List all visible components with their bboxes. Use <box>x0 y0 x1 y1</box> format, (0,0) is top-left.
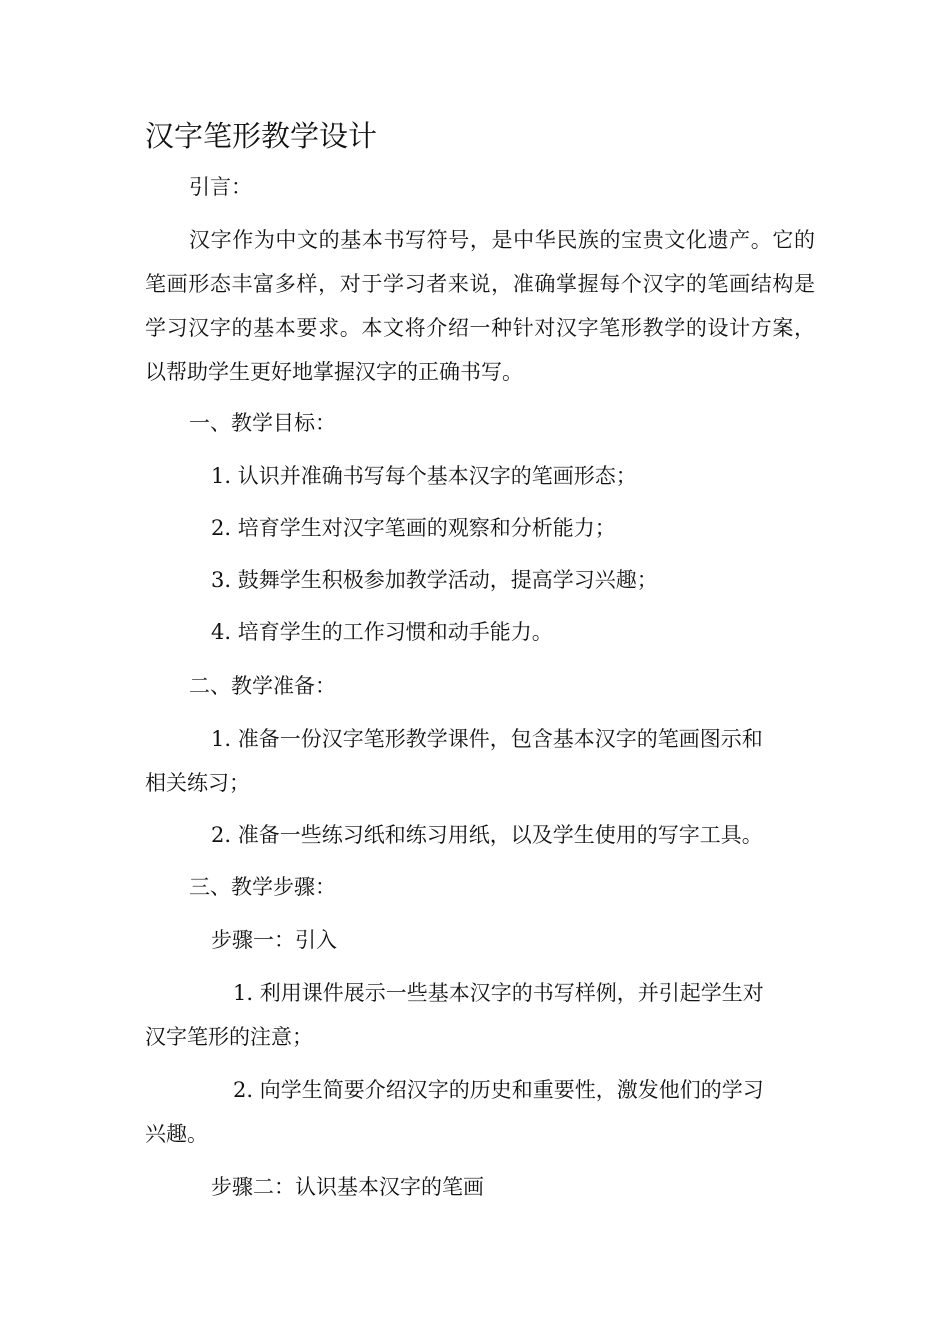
step2-heading: 步骤二：认识基本汉字的笔画 <box>211 1175 484 1199</box>
step1-item-1-line2: 汉字笔形的注意； <box>145 1025 313 1049</box>
section1-heading: 一、教学目标： <box>189 411 336 435</box>
intro-paragraph: 汉字作为中文的基本书写符号，是中华民族的宝贵文化遗产。它的笔画形态丰富多样，对于学习者来说，准确掌握每个汉字的笔画结构是学习汉字的基本要求。本文将介绍一种针对汉字笔形教学的设计方案，以帮助学生更好地掌握汉字的正确书写。 <box>145 228 815 384</box>
goal-item-4: 4. 培育学生的工作习惯和动手能力。 <box>211 620 553 644</box>
prep-item-2: 2. 准备一些练习纸和练习用纸，以及学生使用的写字工具。 <box>211 823 763 847</box>
goal-item-3: 3. 鼓舞学生积极参加教学活动，提高学习兴趣； <box>211 568 658 592</box>
prep-item-1-line1: 1. 准备一份汉字笔形教学课件，包含基本汉字的笔画图示和 <box>211 727 763 751</box>
step1-heading: 步骤一：引入 <box>211 928 337 952</box>
section3-heading: 三、教学步骤： <box>189 875 336 899</box>
step1-item-2-line1: 2. 向学生简要介绍汉字的历史和重要性，激发他们的学习 <box>233 1078 764 1102</box>
goal-item-1: 1. 认识并准确书写每个基本汉字的笔画形态； <box>211 464 637 488</box>
document-title: 汉字笔形教学设计 <box>145 119 378 153</box>
section2-heading: 二、教学准备： <box>189 674 336 698</box>
intro-label: 引言： <box>189 175 252 199</box>
goal-item-2: 2. 培育学生对汉字笔画的观察和分析能力； <box>211 516 616 540</box>
step1-item-1-line1: 1. 利用课件展示一些基本汉字的书写样例，并引起学生对 <box>233 981 764 1005</box>
step1-item-2-line2: 兴趣。 <box>145 1122 208 1146</box>
prep-item-1-line2: 相关练习； <box>145 771 250 795</box>
